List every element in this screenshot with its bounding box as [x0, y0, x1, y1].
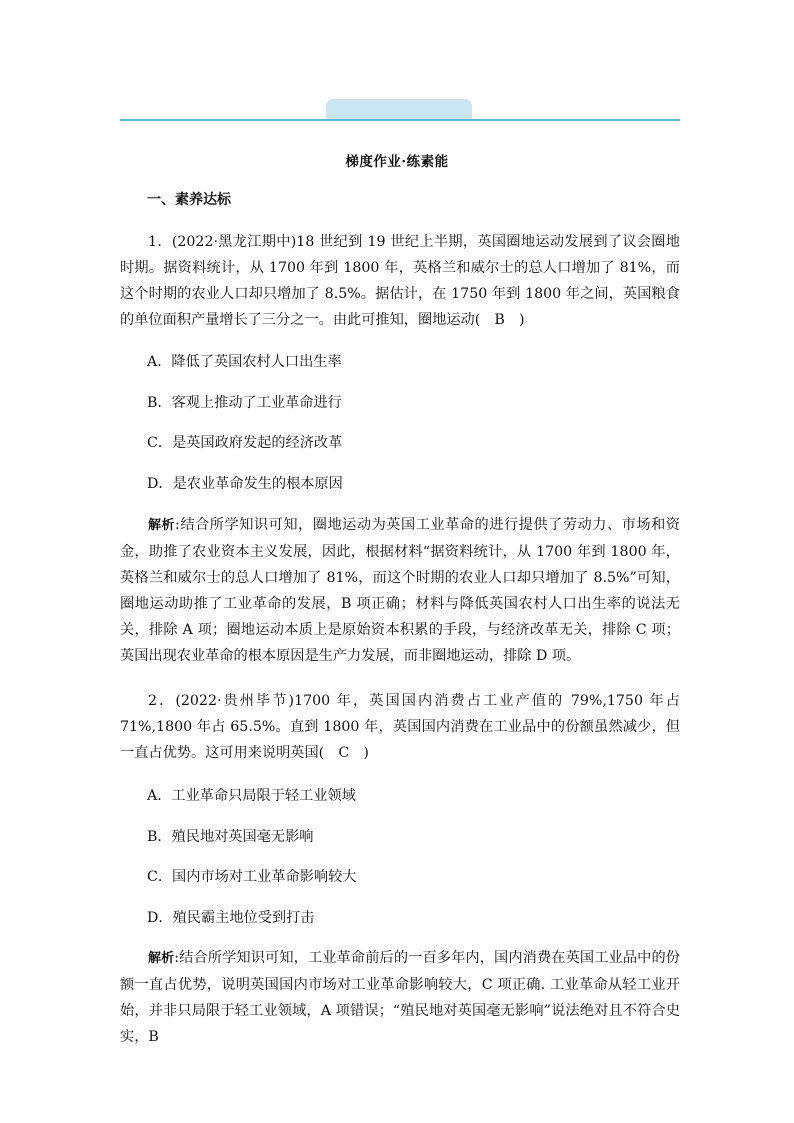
question-2-analysis	[120, 945, 680, 1050]
analysis-label: 解析	[148, 518, 176, 533]
question-1-option-b: B．客观上推动了工业革命进行	[147, 395, 342, 411]
analysis-text: :结合所学知识可知，工业革命前后的一百多年内，国内消费在英国工业品中的份额一直占优势，说明英国国内市场对工业革命影响较大，C 项正确. 工业革命从轻工业开始，并非只局限于轻工业领域，A 项错误；“殖民地对英国毫无影响”说法绝对且不符合史实，B	[120, 950, 680, 1045]
analysis-label: 解析	[148, 951, 175, 966]
question-1-stem: 1．(2022·黑龙江期中)18 世纪到 19 世纪上半期，英国圈地运动发展到了议会圈地时期。据资料统计，从 1700 年到 1800 年，英格兰和威尔士的总人口增加了 81%，而这个时期的农业人口却只增加了 8.5%。据估计，在 1750 年到 1800 年之间，英国粮食的单位面积产量增长了三分之一。由此可推知，圈地运动( B )	[120, 234, 680, 328]
question-1-analysis	[120, 512, 680, 669]
header-rule	[120, 119, 680, 121]
section-title: 梯度作业·练素能	[345, 154, 449, 170]
question-2-option-b: B．殖民地对英国毫无影响	[147, 829, 314, 845]
question-2-stem: 2．(2022·贵州毕节)1700 年，英国国内消费占工业产值的 79%,1750 年占 71%,1800 年占 65.5%。直到 1800 年，英国国内消费在工业品中的份额虽然减少，但一直占优势。这可用来说明英国( C )	[120, 693, 680, 761]
question-2-option-d: D．殖民霸主地位受到打击	[147, 910, 315, 926]
question-1-option-d: D．是农业革命发生的根本原因	[147, 476, 343, 492]
question-1-option-c: C．是英国政府发起的经济改革	[147, 435, 343, 451]
question-2-option-a: A．工业革命只局限于轻工业领域	[147, 788, 356, 804]
subsection-heading: 一、素养达标	[147, 192, 231, 208]
analysis-text: :结合所学知识可知，圈地运动为英国工业革命的进行提供了劳动力、市场和资金，助推了农业资本主义发展，因此，根据材料“据资料统计，从 1700 年到 1800 年，英格兰和威尔士的总人口增加了 81%，而这个时期的农业人口却只增加了 8.5%”可知，圈地运动助推了工业革命的发展，B 项正确；材料与降低英国农村人口出生率的说法无关，排除 A 项；圈地运动本质上是原始资本积累的手段，与经济改革无关，排除 C 项；英国出现农业革命的根本原因是生产力发展，而非圈地运动，排除 D 项。	[120, 517, 680, 664]
header-tab-decoration	[326, 99, 472, 119]
question-1-option-a: A．降低了英国农村人口出生率	[147, 354, 342, 370]
question-2-option-c: C．国内市场对工业革命影响较大	[147, 869, 357, 885]
